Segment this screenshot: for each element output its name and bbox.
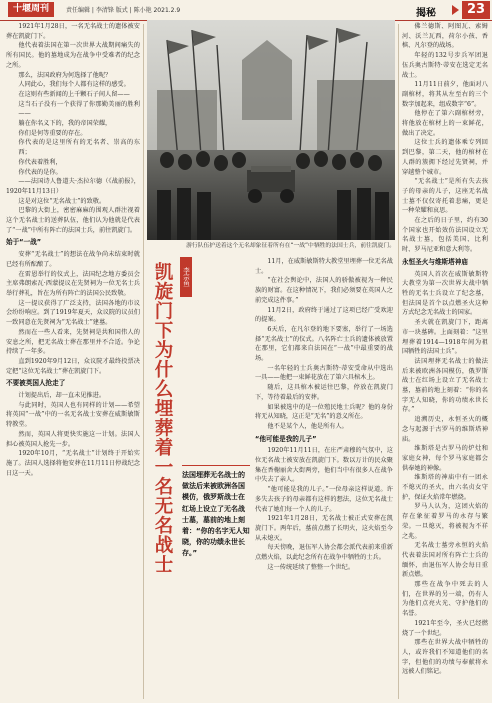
paragraph: 在之后的日子里，约有30个国家也开始效仿法国设立无名战士墓，包括美国、比利时、罗马尼亚和意大利等。	[402, 217, 488, 254]
article-column-2	[255, 257, 393, 703]
paragraph: 佛兰德斯、阿图瓦、索姆河、沃兰瓦西，荷尔小孩、香槟、凡尔登的战场。	[402, 23, 488, 50]
paragraph: 每天傍晚，退伍军人协会都会派代表前来重新点燃火焰，以此纪念所有在战争中牺牲的士兵。	[255, 544, 393, 562]
paragraph: 直到1920年9月12日，众议院才最终投票决定把“这位无名战士”葬在凯旋门下。	[6, 357, 140, 375]
paragraph: 随后，这具棺木被运往巴黎，停放在凯旋门下，等待着最后的安葬。	[255, 384, 393, 401]
paragraph: 1920年11月11日，在庄严肃穆的气氛中，这位无名战士被安放在凯旋门下。数以万计的民众聚集在香榭丽舍大街两旁，他们当中有很多人在战争中失去了亲人。	[255, 447, 393, 484]
paragraph: 一名年轻的士兵奥古斯特·蒂安受命从中选出一具——他把一束鲜花放在了第六具棺木上。	[255, 364, 393, 382]
paragraph: 在雷恩举行的仪式上，法国纪念地方委员会主席弗朗索瓦·西蒙提议在先贤祠为一位无名士兵举行葬礼，旨在为所有阵亡的法国公民致敬。	[6, 270, 140, 297]
subheading: 始于“一战”	[6, 238, 42, 247]
paragraph: 这一传统延续了整整一个世纪。	[267, 563, 355, 571]
paragraph: 1921年至今，圣火已经燃烧了一个世纪。	[402, 619, 488, 637]
paragraph: 他代表着法国在第一次世界大战期间痛失的所有国民。他的墓地成为在战争中受难者的纪念之所。	[6, 42, 140, 69]
paragraph: 追溯历史，永恒圣火的概念与起源于古罗马的维斯塔神庙。	[402, 416, 488, 443]
paragraph: 1921年1月28日，一名无名战士的遗体被安葬在凯旋门下。	[6, 23, 140, 40]
paragraph: 维斯塔是古罗马的炉灶和家庭女神，每个罗马家庭都会供奉她的神像。	[402, 445, 488, 472]
paragraph: 躺在你名义下的，我的帝国荣耀，	[18, 120, 112, 128]
column-divider	[398, 24, 399, 699]
subheading: “他可能是我的儿子”	[255, 434, 317, 443]
paragraph: 那些在世界大战中牺牲的人，或许我们不知道他们的名字，但他们的功绩与奉献将永远被人们铭记。	[402, 639, 488, 676]
photo-caption: 游行队伍护送着这个无名却象征着所有在“一战”中牺牲的法国士兵，前往凯旋门。	[186, 243, 395, 249]
paragraph: 这当石子没有一个获得了你那勤美丽的胜利——	[18, 100, 140, 118]
paragraph: ——法国诗人鲁道夫·杰拉尔德（《战前报》，1920年11月13日）	[6, 178, 140, 195]
paragraph: 你代表的是这里所有的无名者、崇高的东西；	[18, 139, 140, 157]
paragraph: 你代表的是你。	[18, 168, 62, 176]
paragraph: 巴黎的大街上，密密麻麻的围观人群注视着这个无名战士的送葬队伍，他们认为他就是代表了“一战”中所有阵亡的法国士兵，前往凯旋门。	[6, 207, 140, 234]
paragraph: 如果被选中的是一位殖民地士兵呢？他的身份将无从知晓，这正是“无名”的意义所在。	[255, 403, 393, 421]
paragraph: 在这则有些新闻的上千颗石子间人留——	[18, 90, 130, 98]
subheading: 永恒圣火与维斯塔神庙	[402, 257, 468, 266]
subheading: 不要被英国人抢走了	[6, 379, 66, 388]
paragraph: 然而在一些人看来，先贤祠是共和国伟人的安息之所，把无名战士葬在那里并不合适。争论持续了一年多。	[6, 328, 140, 356]
paragraph: 那么，法国政府为何选择了他呢？	[18, 71, 112, 79]
paragraph: 安葬“无名战士”的想法在战争尚未结束时就已经有所酝酿了。	[6, 251, 140, 268]
paragraph: 法国埋葬无名战士的做法后来被欧洲各国模仿，俄罗斯战士在红场上设立了无名战士墓，墓前的地上刻着：“你的名字无人知晓，你的功绩永世长存。”	[402, 357, 488, 414]
editor-credits: 责任编辑 | 李清锋 版式 | 陈小艳 2021.2.9	[66, 7, 181, 14]
paragraph: 计划提出后，却一直未见推进。	[18, 392, 106, 400]
article-column-3	[402, 22, 488, 703]
paragraph: 维斯塔的神庙中有一团永不熄灭的圣火，由六名贞女守护，保证火焰常年燃烧。	[402, 474, 488, 501]
paragraph: 1920年10月，“无名战士”计划终于开始实施了。法国人选择将他安葬在11月11日停战纪念日这一天。	[6, 450, 140, 477]
author-byline: 李宗鱼	[180, 257, 192, 297]
paragraph: 人同此心，我们每个人都有这样的感受。	[18, 81, 130, 89]
paragraph: 无名战士墓旁永恒的火焰代表着法国对所有阵亡士兵的缅怀，由退伍军人协会每日重新点燃。	[402, 542, 488, 579]
paragraph: 这位士兵的遗体乘专列回到巴黎，第二天，他的棺材在人群的簇拥下经过先贤祠，并穿越整个城市。	[402, 139, 488, 176]
article-title: 凯旋门下为什么埋葬着一名无名战士	[152, 262, 173, 574]
publication-logo: 十堰周刊	[8, 2, 54, 17]
page-header	[0, 0, 492, 21]
paragraph: “他可能是我的儿子。”一位母亲这样说道。许多失去孩子的母亲都有这样的想法，这位无名战士代表了她们每一个人的儿子。	[255, 486, 393, 513]
paragraph: 这一提议获得了广泛支持，法国各地的市议会纷纷响应。到了1919年夏天，众议院的议员们一致同意在先贤祠为“无名战士”建墓。	[6, 299, 140, 327]
paragraph: 这是对这位“无名战士”的致敬。	[18, 197, 106, 205]
paragraph: 他不是某个人，他是所有人。	[267, 422, 348, 430]
section-label: 揭秘	[416, 8, 436, 19]
column-divider	[143, 24, 144, 699]
article-photo	[147, 20, 395, 240]
paragraph: 与此同时，英国人也有同样的计划——希望将英国“一战”中的一名无名战士安葬在威斯敏斯特教堂。	[6, 401, 140, 429]
article-column-1	[6, 22, 140, 703]
triangle-marker-icon	[452, 5, 459, 15]
paragraph: 然而，英国人将更快实施这一计划。法国人担心被英国人抢先一步。	[6, 430, 140, 448]
paragraph: 6天后，在凡尔登的地下要塞，举行了一场选择“无名战士”的仪式。八名阵亡士兵的遗体被放置在那里，它们都来自法国在“一战”中最重要的战场。	[255, 325, 393, 363]
paragraph: 1921年1月28日，无名战士被正式安葬在凯旋门下。两年后，墓前点燃了长明火，这火焰至今从未熄灭。	[255, 515, 393, 542]
paragraph: 11月2日，政府终于通过了这项已经广受欢迎的提案。	[255, 306, 393, 324]
paragraph: 你们是何等重要的存在。	[18, 129, 87, 137]
parade-photo-illustration	[147, 20, 395, 240]
paragraph: 他停在了第六副棺材旁，将他放在棺材上的一束鲜花，做出了决定。	[402, 110, 488, 137]
paragraph: “在社会舆论中，法国人的骄傲被视为一种民族的财富。在这种情况下，我们必须要在英国人之前完成这件事。”	[255, 277, 393, 304]
paragraph: 11月，在威斯敏斯特大教堂里埋葬一位无名战士。	[255, 258, 393, 275]
paragraph: “无名战士”是所有失去孩子的母亲的儿子，这座无名战士墓不仅仅寄托着悲痛，更是一种荣耀和哀思。	[402, 178, 488, 215]
paragraph: 罗马人认为，这团火焰的存在象征着罗马的永存与繁荣。一旦熄灭，将被视为不祥之兆。	[402, 503, 488, 540]
paragraph: 年轻的132号步兵军团退伍兵奥古斯特·蒂安在选定无名战士。	[402, 52, 488, 79]
paragraph: 11月11日前夕，他面对八副棺材，将其从左至右的三个数字加起来，组成数字“6”。	[402, 81, 488, 108]
page-number: 23	[462, 1, 490, 19]
paragraph: 圣火就在凯旋门下，距离市一块墓碑。上面刻着：“这里埋葬着1914—1918年间为祖国牺牲的法国士兵”。	[402, 319, 488, 356]
paragraph: 英国人首次在威斯敏斯特大教堂为第一次世界大战中牺牲的无名士兵设立了纪念墓，但法国是首个以点燃圣火这种方式纪念无名战士的国家。	[402, 270, 488, 317]
paragraph: 那些在战争中死去的人们，在世界的另一端，仍有人为他们点亮火光、守护他们的名誉。	[402, 581, 488, 618]
pull-quote: 法国埋葬无名战士的做法后来被欧洲各国模仿，俄罗斯战士在红场上设立了无名战士墓，墓前的地上刻着：“你的名字无人知晓，你的功绩永世长存。”	[182, 465, 250, 570]
paragraph: 你代表着胜利，	[18, 158, 62, 166]
